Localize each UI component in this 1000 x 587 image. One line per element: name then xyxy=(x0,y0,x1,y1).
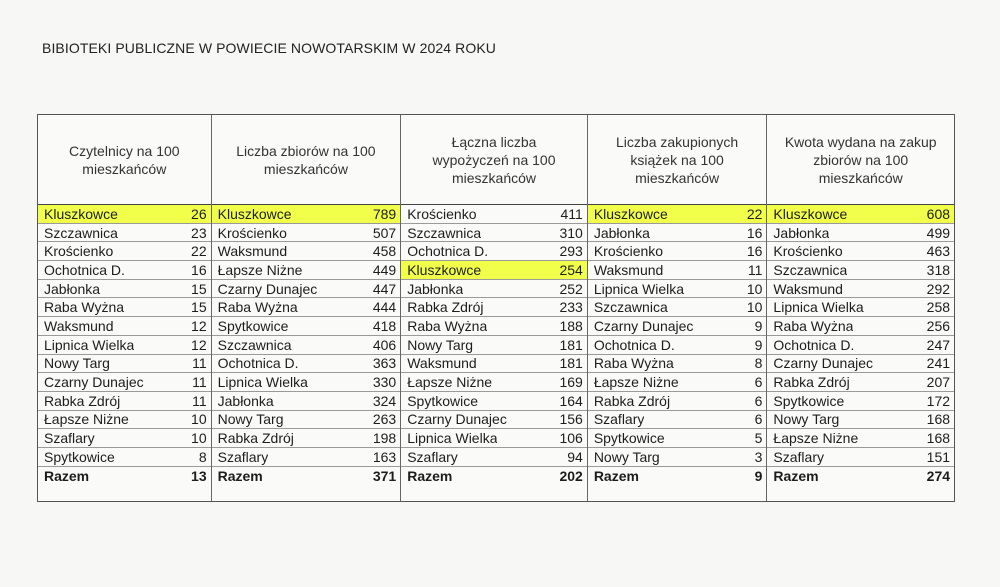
table-row xyxy=(767,261,954,280)
row-value: 6 xyxy=(754,392,763,409)
table-row xyxy=(588,242,767,261)
municipality-name: Rabka Zdrój xyxy=(217,430,294,447)
municipality-name: Szczawnica xyxy=(407,224,482,241)
row-value: 324 xyxy=(372,392,397,409)
municipality-name: Ochotnica D. xyxy=(773,336,855,353)
table-row xyxy=(212,429,401,448)
table-row xyxy=(401,242,587,261)
row-value: 263 xyxy=(372,411,397,428)
total-label: Razem xyxy=(407,467,453,484)
table-row xyxy=(38,429,211,448)
table-row xyxy=(401,373,587,392)
municipality-name: Jabłonka xyxy=(593,224,650,241)
municipality-name: Spytkowice xyxy=(593,430,665,447)
row-value: 10 xyxy=(746,299,763,316)
municipality-name: Łapsze Niżne xyxy=(593,374,679,391)
municipality-name: Szaflary xyxy=(407,448,458,465)
row-value: 156 xyxy=(559,411,583,428)
row-value: 789 xyxy=(372,205,397,222)
municipality-name: Waksmund xyxy=(217,243,288,260)
row-value: 11 xyxy=(192,355,207,372)
municipality-name: Rabka Zdrój xyxy=(407,299,484,316)
total-row xyxy=(767,467,954,486)
municipality-name: Raba Wyżna xyxy=(407,317,488,334)
row-value: 11 xyxy=(192,374,207,391)
total-label: Razem xyxy=(217,467,263,484)
municipality-name: Lipnica Wielka xyxy=(593,280,685,297)
row-value: 310 xyxy=(559,224,583,241)
table-row xyxy=(212,298,401,317)
row-value: 247 xyxy=(926,336,951,353)
table-row xyxy=(588,448,767,467)
row-value: 363 xyxy=(372,355,397,372)
row-value: 5 xyxy=(754,430,763,447)
table-row xyxy=(212,355,401,374)
row-value: 330 xyxy=(372,374,397,391)
row-value: 16 xyxy=(191,261,207,278)
municipality-name: Kluszkowce xyxy=(44,205,118,222)
table-row xyxy=(767,429,954,448)
total-row xyxy=(212,467,401,486)
total-value: 9 xyxy=(754,467,763,484)
table-row xyxy=(767,298,954,317)
municipality-name: Krościenko xyxy=(773,243,843,260)
table-row xyxy=(38,280,211,299)
row-value: 318 xyxy=(926,261,951,278)
row-value: 12 xyxy=(191,336,207,353)
table-row xyxy=(38,336,211,355)
row-value: 15 xyxy=(191,280,207,297)
row-value: 12 xyxy=(191,317,207,334)
total-value: 274 xyxy=(926,467,951,484)
table-row xyxy=(767,392,954,411)
table-row xyxy=(767,355,954,374)
table-row xyxy=(401,336,587,355)
table-row xyxy=(212,317,401,336)
total-label: Razem xyxy=(773,467,819,484)
table-row xyxy=(767,224,954,243)
library-stats-table xyxy=(37,114,955,502)
row-value: 252 xyxy=(559,280,583,297)
municipality-name: Spytkowice xyxy=(217,317,289,334)
municipality-name: Łapsze Niżne xyxy=(44,411,129,428)
table-row xyxy=(401,280,587,299)
row-value: 608 xyxy=(926,205,951,222)
table-row xyxy=(212,373,401,392)
table-row xyxy=(588,336,767,355)
total-value: 202 xyxy=(559,467,583,484)
municipality-name: Szaflary xyxy=(593,411,645,428)
total-value: 13 xyxy=(191,467,207,484)
row-value: 169 xyxy=(559,374,583,391)
row-value: 6 xyxy=(754,374,763,391)
total-label: Razem xyxy=(44,467,90,484)
municipality-name: Nowy Targ xyxy=(773,411,840,428)
row-value: 258 xyxy=(926,299,951,316)
row-value: 449 xyxy=(372,261,397,278)
municipality-name: Raba Wyżna xyxy=(593,355,674,372)
row-value: 163 xyxy=(372,448,397,465)
column-header: Łączna liczba wypożyczeń na 100 mieszkańców xyxy=(401,115,587,205)
table-row xyxy=(588,280,767,299)
municipality-name: Łapsze Niżne xyxy=(773,430,859,447)
row-value: 6 xyxy=(754,411,763,428)
row-value: 106 xyxy=(559,430,583,447)
row-value: 411 xyxy=(560,205,583,222)
municipality-name: Waksmund xyxy=(407,355,477,372)
row-value: 22 xyxy=(191,243,207,260)
row-value: 94 xyxy=(567,448,583,465)
row-value: 15 xyxy=(191,299,207,316)
row-value: 181 xyxy=(559,336,583,353)
municipality-name: Ochotnica D. xyxy=(407,243,489,260)
row-value: 188 xyxy=(559,317,583,334)
row-value: 10 xyxy=(191,430,207,447)
table-row xyxy=(588,317,767,336)
table-row xyxy=(212,392,401,411)
table-row xyxy=(401,224,587,243)
table-row xyxy=(588,205,767,224)
row-value: 241 xyxy=(926,355,951,372)
municipality-name: Czarny Dunajec xyxy=(593,317,694,334)
municipality-name: Rabka Zdrój xyxy=(44,392,121,409)
row-value: 181 xyxy=(559,355,583,372)
table-row xyxy=(767,205,954,224)
row-value: 463 xyxy=(926,243,951,260)
table-row xyxy=(212,411,401,430)
row-value: 233 xyxy=(559,299,583,316)
column-loans xyxy=(401,115,588,501)
row-value: 10 xyxy=(746,280,763,297)
row-value: 292 xyxy=(926,280,951,297)
municipality-name: Szczawnica xyxy=(217,336,292,353)
municipality-name: Nowy Targ xyxy=(217,411,284,428)
row-value: 10 xyxy=(191,411,207,428)
column-header: Liczba zakupionych książek na 100 mieszkańców xyxy=(588,115,767,205)
row-value: 26 xyxy=(191,205,207,222)
table-row xyxy=(401,317,587,336)
table-row xyxy=(588,429,767,448)
row-value: 172 xyxy=(926,392,951,409)
table-row xyxy=(38,261,211,280)
municipality-name: Łapsze Niżne xyxy=(217,261,303,278)
table-row xyxy=(38,317,211,336)
municipality-name: Raba Wyżna xyxy=(773,317,854,334)
municipality-name: Szaflary xyxy=(773,448,824,465)
row-value: 3 xyxy=(754,448,763,465)
table-row xyxy=(588,355,767,374)
municipality-name: Nowy Targ xyxy=(44,355,110,372)
row-value: 151 xyxy=(926,448,951,465)
municipality-name: Krościenko xyxy=(407,205,477,222)
row-value: 11 xyxy=(747,261,763,278)
table-row xyxy=(38,392,211,411)
municipality-name: Kluszkowce xyxy=(773,205,848,222)
total-row xyxy=(38,467,211,486)
table-row xyxy=(38,448,211,467)
table-row xyxy=(401,448,587,467)
row-value: 9 xyxy=(754,336,763,353)
row-value: 418 xyxy=(372,317,397,334)
municipality-name: Szczawnica xyxy=(593,299,668,316)
row-value: 9 xyxy=(754,317,763,334)
municipality-name: Krościenko xyxy=(44,243,114,260)
table-row xyxy=(401,392,587,411)
row-value: 23 xyxy=(191,224,207,241)
table-row xyxy=(588,411,767,430)
municipality-name: Lipnica Wielka xyxy=(44,336,135,353)
table-row xyxy=(38,411,211,430)
table-row xyxy=(588,392,767,411)
column-header: Czytelnicy na 100 mieszkańców xyxy=(38,115,211,205)
column-purchased-books xyxy=(588,115,768,501)
total-label: Razem xyxy=(593,467,639,484)
total-row xyxy=(588,467,767,486)
municipality-name: Czarny Dunajec xyxy=(217,280,318,297)
municipality-name: Czarny Dunajec xyxy=(773,355,874,372)
municipality-name: Ochotnica D. xyxy=(217,355,299,372)
table-row xyxy=(588,261,767,280)
table-row xyxy=(212,224,401,243)
municipality-name: Nowy Targ xyxy=(593,448,660,465)
row-value: 447 xyxy=(372,280,397,297)
municipality-name: Krościenko xyxy=(593,243,664,260)
row-value: 8 xyxy=(754,355,763,372)
municipality-name: Ochotnica D. xyxy=(593,336,675,353)
total-row xyxy=(401,467,587,486)
row-value: 254 xyxy=(559,261,583,278)
table-row xyxy=(38,355,211,374)
total-value: 371 xyxy=(372,467,397,484)
column-readers xyxy=(38,115,212,501)
table-row xyxy=(212,280,401,299)
municipality-name: Szaflary xyxy=(217,448,269,465)
row-value: 444 xyxy=(372,299,397,316)
municipality-name: Jabłonka xyxy=(773,224,830,241)
table-row xyxy=(212,242,401,261)
municipality-name: Łapsze Niżne xyxy=(407,374,493,391)
column-header: Kwota wydana na zakup zbiorów na 100 mieszkańców xyxy=(767,115,954,205)
row-value: 168 xyxy=(926,430,951,447)
table-row xyxy=(212,448,401,467)
table-row xyxy=(767,373,954,392)
municipality-name: Kluszkowce xyxy=(217,205,292,222)
column-collections xyxy=(212,115,402,501)
row-value: 16 xyxy=(746,224,763,241)
column-spending xyxy=(767,115,954,501)
municipality-name: Szaflary xyxy=(44,430,95,447)
table-row xyxy=(401,205,587,224)
table-row xyxy=(588,373,767,392)
municipality-name: Szczawnica xyxy=(773,261,848,278)
municipality-name: Jabłonka xyxy=(407,280,464,297)
municipality-name: Lipnica Wielka xyxy=(773,299,864,316)
municipality-name: Waksmund xyxy=(44,317,114,334)
table-row xyxy=(401,298,587,317)
municipality-name: Raba Wyżna xyxy=(44,299,125,316)
municipality-name: Czarny Dunajec xyxy=(407,411,507,428)
table-row xyxy=(588,298,767,317)
municipality-name: Waksmund xyxy=(773,280,843,297)
table-row xyxy=(401,355,587,374)
table-row xyxy=(767,317,954,336)
page-title: BIBIOTEKI PUBLICZNE W POWIECIE NOWOTARSKIM W 2024 ROKU xyxy=(42,40,496,56)
table-row xyxy=(767,448,954,467)
row-value: 11 xyxy=(192,392,207,409)
table-row xyxy=(38,298,211,317)
row-value: 499 xyxy=(926,224,951,241)
municipality-name: Kluszkowce xyxy=(593,205,668,222)
table-row xyxy=(401,411,587,430)
row-value: 8 xyxy=(198,448,207,465)
row-value: 256 xyxy=(926,317,951,334)
table-row xyxy=(767,336,954,355)
municipality-name: Nowy Targ xyxy=(407,336,474,353)
municipality-name: Szczawnica xyxy=(44,224,118,241)
table-row xyxy=(38,242,211,261)
row-value: 164 xyxy=(559,392,583,409)
table-row xyxy=(401,261,587,280)
municipality-name: Czarny Dunajec xyxy=(44,374,144,391)
municipality-name: Krościenko xyxy=(217,224,287,241)
column-header: Liczba zbiorów na 100 mieszkańców xyxy=(212,115,401,205)
row-value: 16 xyxy=(746,243,763,260)
row-value: 22 xyxy=(746,205,763,222)
municipality-name: Spytkowice xyxy=(44,448,115,465)
row-value: 507 xyxy=(372,224,397,241)
municipality-name: Lipnica Wielka xyxy=(407,430,498,447)
row-value: 207 xyxy=(926,374,951,391)
municipality-name: Rabka Zdrój xyxy=(773,374,850,391)
municipality-name: Waksmund xyxy=(593,261,664,278)
municipality-name: Spytkowice xyxy=(407,392,479,409)
table-row xyxy=(212,205,401,224)
municipality-name: Jabłonka xyxy=(44,280,101,297)
table-row xyxy=(767,242,954,261)
row-value: 293 xyxy=(559,243,583,260)
municipality-name: Kluszkowce xyxy=(407,261,482,278)
table-row xyxy=(588,224,767,243)
row-value: 458 xyxy=(372,243,397,260)
table-row xyxy=(38,205,211,224)
municipality-name: Spytkowice xyxy=(773,392,845,409)
table-row xyxy=(212,336,401,355)
row-value: 198 xyxy=(372,430,397,447)
municipality-name: Ochotnica D. xyxy=(44,261,125,278)
table-row xyxy=(767,411,954,430)
table-row xyxy=(401,429,587,448)
table-row xyxy=(38,373,211,392)
municipality-name: Raba Wyżna xyxy=(217,299,298,316)
table-row xyxy=(767,280,954,299)
table-row xyxy=(212,261,401,280)
municipality-name: Rabka Zdrój xyxy=(593,392,671,409)
row-value: 406 xyxy=(372,336,397,353)
row-value: 168 xyxy=(926,411,951,428)
table-row xyxy=(38,224,211,243)
municipality-name: Lipnica Wielka xyxy=(217,374,308,391)
municipality-name: Jabłonka xyxy=(217,392,274,409)
